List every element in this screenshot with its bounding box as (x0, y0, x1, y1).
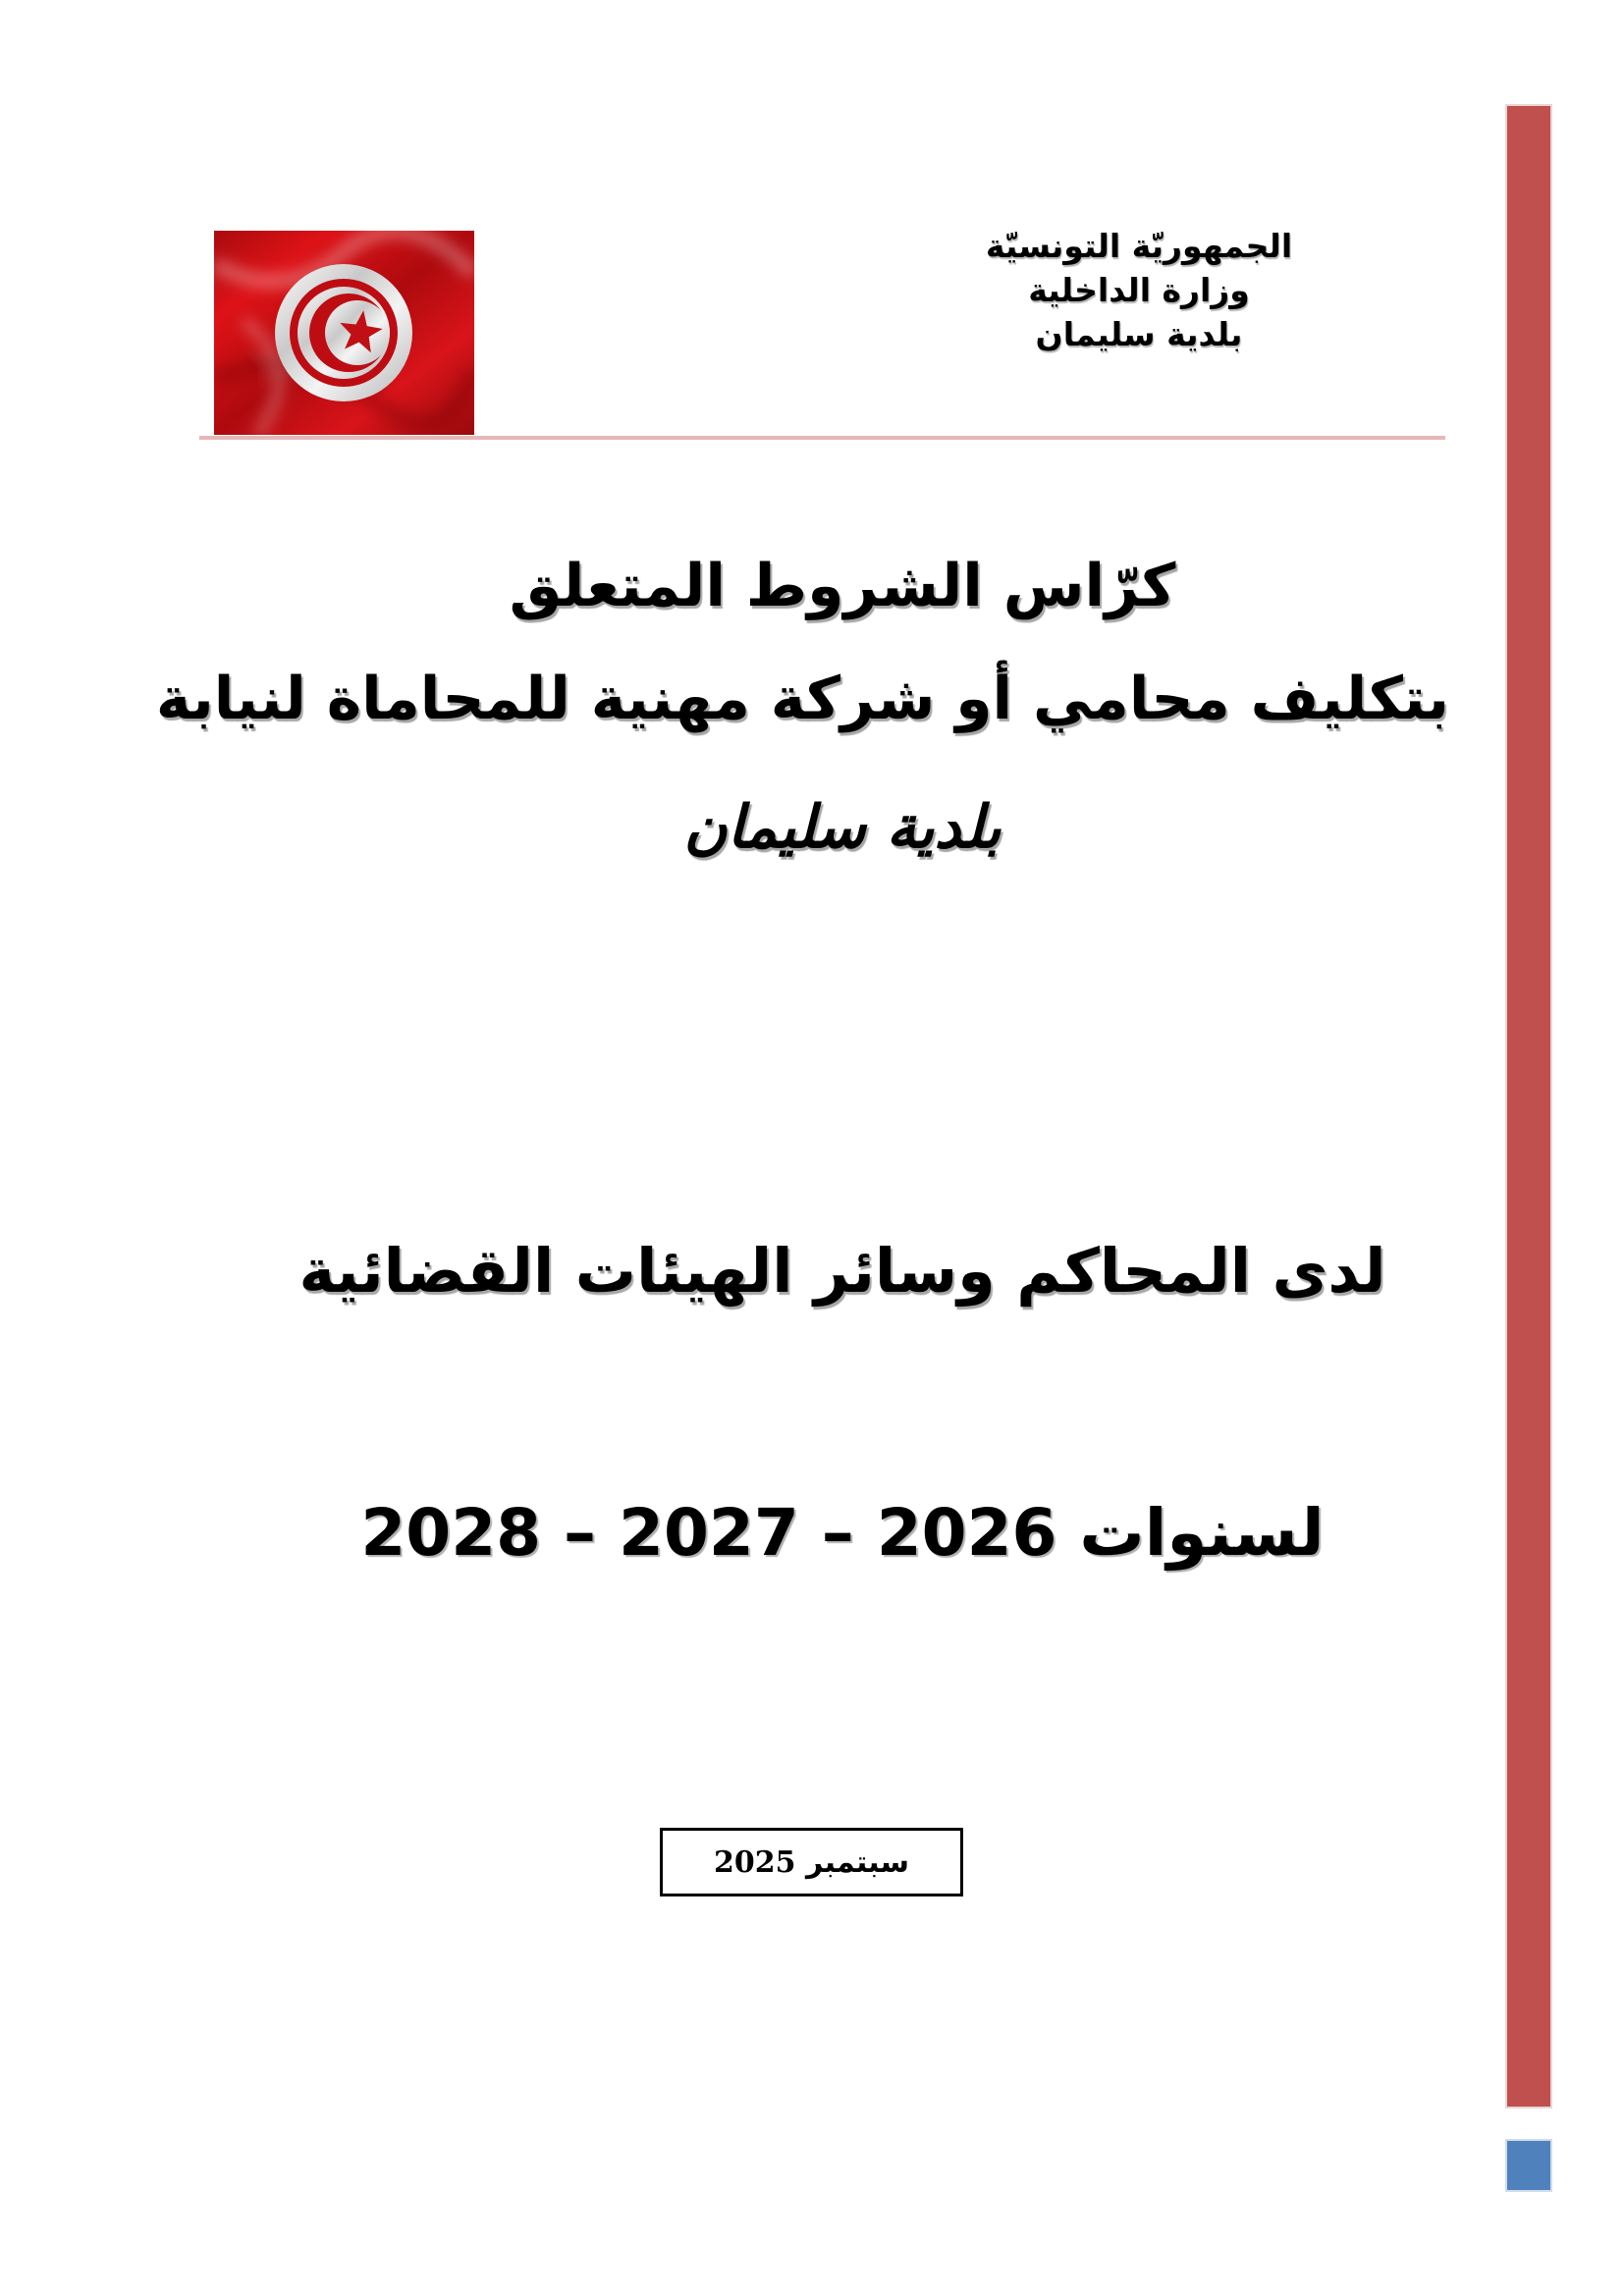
tunisia-flag-icon (214, 231, 474, 435)
header-republic: الجمهوريّة التونسيّة (985, 227, 1293, 265)
years-line: لسنوات 2026 – 2027 – 2028 (360, 1495, 1325, 1571)
main-title-line-1: كرّاس الشروط المتعلق (509, 552, 1176, 620)
main-title-line-3-municipality: بلدية سليمان (683, 793, 1001, 862)
date-box-label: سبتمبر 2025 (714, 1844, 909, 1880)
header-ministry: وزارة الداخلية (1028, 271, 1250, 309)
bottom-right-accent-square (1505, 2139, 1552, 2192)
date-box (660, 1828, 963, 1896)
subtitle-courts: لدى المحاكم وسائر الهيئات القضائية (298, 1235, 1386, 1307)
main-title-line-2: بتكليف محامي أو شركة مهنية للمحاماة لنيابة (155, 665, 1449, 733)
header-municipality: بلدية سليمان (1035, 315, 1243, 353)
right-accent-bar (1505, 104, 1552, 2109)
header-divider-line (199, 436, 1445, 440)
header-block (981, 224, 1297, 356)
